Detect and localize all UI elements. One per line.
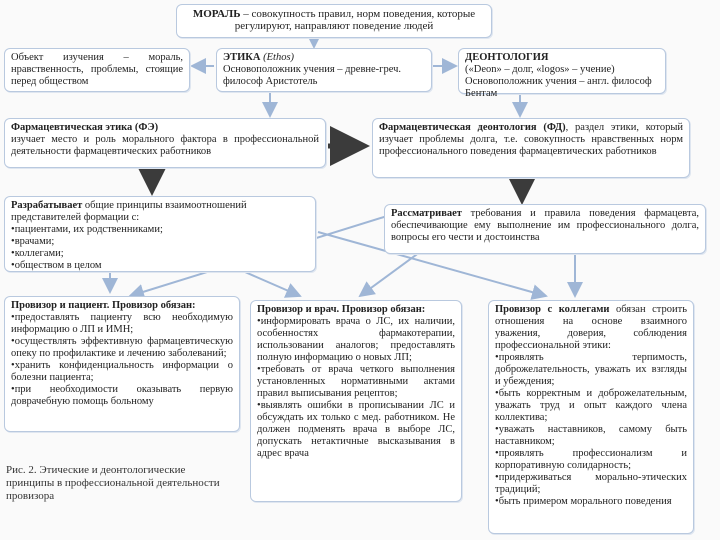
pharma-deontology-term: Фармацевтическая деонтология (ФД)	[379, 122, 566, 133]
considers-box	[384, 204, 706, 254]
colleagues-text: обязан строить отношения на основе взаимного уважения, доверия, соблюдения профессиональной этики:	[495, 304, 687, 351]
doctor-item: • требовать от врача четкого выполнения установленных нормативными актами правил выписывания рецептов;	[257, 364, 455, 400]
object-of-study-box	[4, 48, 190, 92]
develops-list	[11, 224, 309, 272]
colleagues-item: • уважать наставников, самому быть наставником;	[495, 424, 687, 448]
develops-item: • обществом в целом	[11, 260, 309, 272]
morality-box	[176, 4, 492, 38]
colleagues-item: • быть примером морального поведения	[495, 496, 687, 508]
figure-caption: Рис. 2. Этические и деонтологические принципы в профессиональной деятельности провизора	[6, 464, 220, 502]
colleagues-item: • проявлять профессионализм и корпоративную солидарность;	[495, 448, 687, 472]
doctor-term: Провизор и врач. Провизор обязан:	[257, 304, 426, 315]
develops-box	[4, 196, 316, 272]
doctor-box	[250, 300, 462, 502]
ethics-term: ЭТИКА	[223, 52, 261, 63]
develops-item: • коллегами;	[11, 248, 309, 260]
patient-item: • при необходимости оказывать первую доврачебную помощь больному	[11, 384, 233, 408]
deontology-etym: («Deon» – долг, «logos» – учение)	[465, 64, 615, 75]
develops-item: • врачами;	[11, 236, 309, 248]
colleagues-item: • придерживаться морально-этических традиций;	[495, 472, 687, 496]
pharma-deontology-text: , раздел этики, который изучает проблемы долга, т.е. совокупность нравственных норм профессионального поведения фармацевтических работников	[379, 122, 683, 157]
patient-box	[4, 296, 240, 432]
ethics-etym: (Ethos)	[260, 52, 295, 63]
pharma-ethics-text: изучает место и роль морального фактора в профессиональной деятельности фармацевтических работников	[11, 134, 319, 157]
deontology-box	[458, 48, 666, 99]
doctor-list	[257, 316, 455, 460]
colleagues-box	[488, 300, 694, 534]
deontology-text: Основоположник учения – англ. философ Бентам	[465, 76, 652, 99]
patient-term: Провизор и пациент. Провизор обязан:	[11, 300, 196, 311]
doctor-item: • выявлять ошибки в прописывании ЛС и обсуждать их только с мед. работником. Не должен подменять врача в выборе ЛС, допускать нетактичные высказывания в адрес врача	[257, 400, 455, 460]
develops-term: Разрабатывает	[11, 200, 83, 211]
arrow-considers-doctor	[360, 252, 420, 296]
ethics-text: Основоположник учения – древне-греч. философ Аристотель	[223, 64, 402, 87]
patient-item: • осуществлять эффективную фармацевтическую опеку по профилактике и лечению заболеваний;	[11, 336, 233, 360]
colleagues-item: • быть корректным и доброжелательным, уважать труд и опыт каждого члена коллектива;	[495, 388, 687, 424]
pharma-deontology-box	[372, 118, 690, 178]
considers-text: требования и правила поведения фармацевта, обеспечивающие ему выполнение им профессионального долга, вопросы его чести и достоинства	[391, 208, 699, 243]
doctor-item: • информировать врача о ЛС, их наличии, особенностях фармакотерапии, использовании аналогов; предоставлять полную информацию о новых ЛП;	[257, 316, 455, 364]
arrow-develops-doctor	[245, 272, 300, 296]
pharma-ethics-term: Фармацевтическая этика (ФЭ)	[11, 122, 159, 133]
deontology-term: ДЕОНТОЛОГИЯ	[465, 52, 549, 63]
develops-item: • пациентами, их родственниками;	[11, 224, 309, 236]
pharma-ethics-box	[4, 118, 326, 168]
patient-item: • предоставлять пациенту всю необходимую информацию о ЛП и ИМН;	[11, 312, 233, 336]
patient-item: • хранить конфиденциальность информации о болезни пациента;	[11, 360, 233, 384]
colleagues-term: Провизор с коллегами	[495, 304, 610, 315]
considers-term: Рассматривает	[391, 208, 462, 219]
ethics-box	[216, 48, 432, 92]
object-of-study-text: Объект изучения – мораль, нравственность, проблемы, стоящие перед обществом	[11, 52, 183, 87]
morality-term: МОРАЛЬ	[192, 8, 241, 20]
patient-list	[11, 312, 233, 408]
colleagues-list	[495, 352, 687, 508]
morality-text: – совокупность правил, норм поведения, которые регулируют, направляют поведение людей	[234, 8, 476, 32]
develops-text: общие принципы взаимоотношений представителей формации с:	[11, 200, 247, 223]
colleagues-item: • проявлять терпимость, доброжелательность, уважать их взгляды и убеждения;	[495, 352, 687, 388]
